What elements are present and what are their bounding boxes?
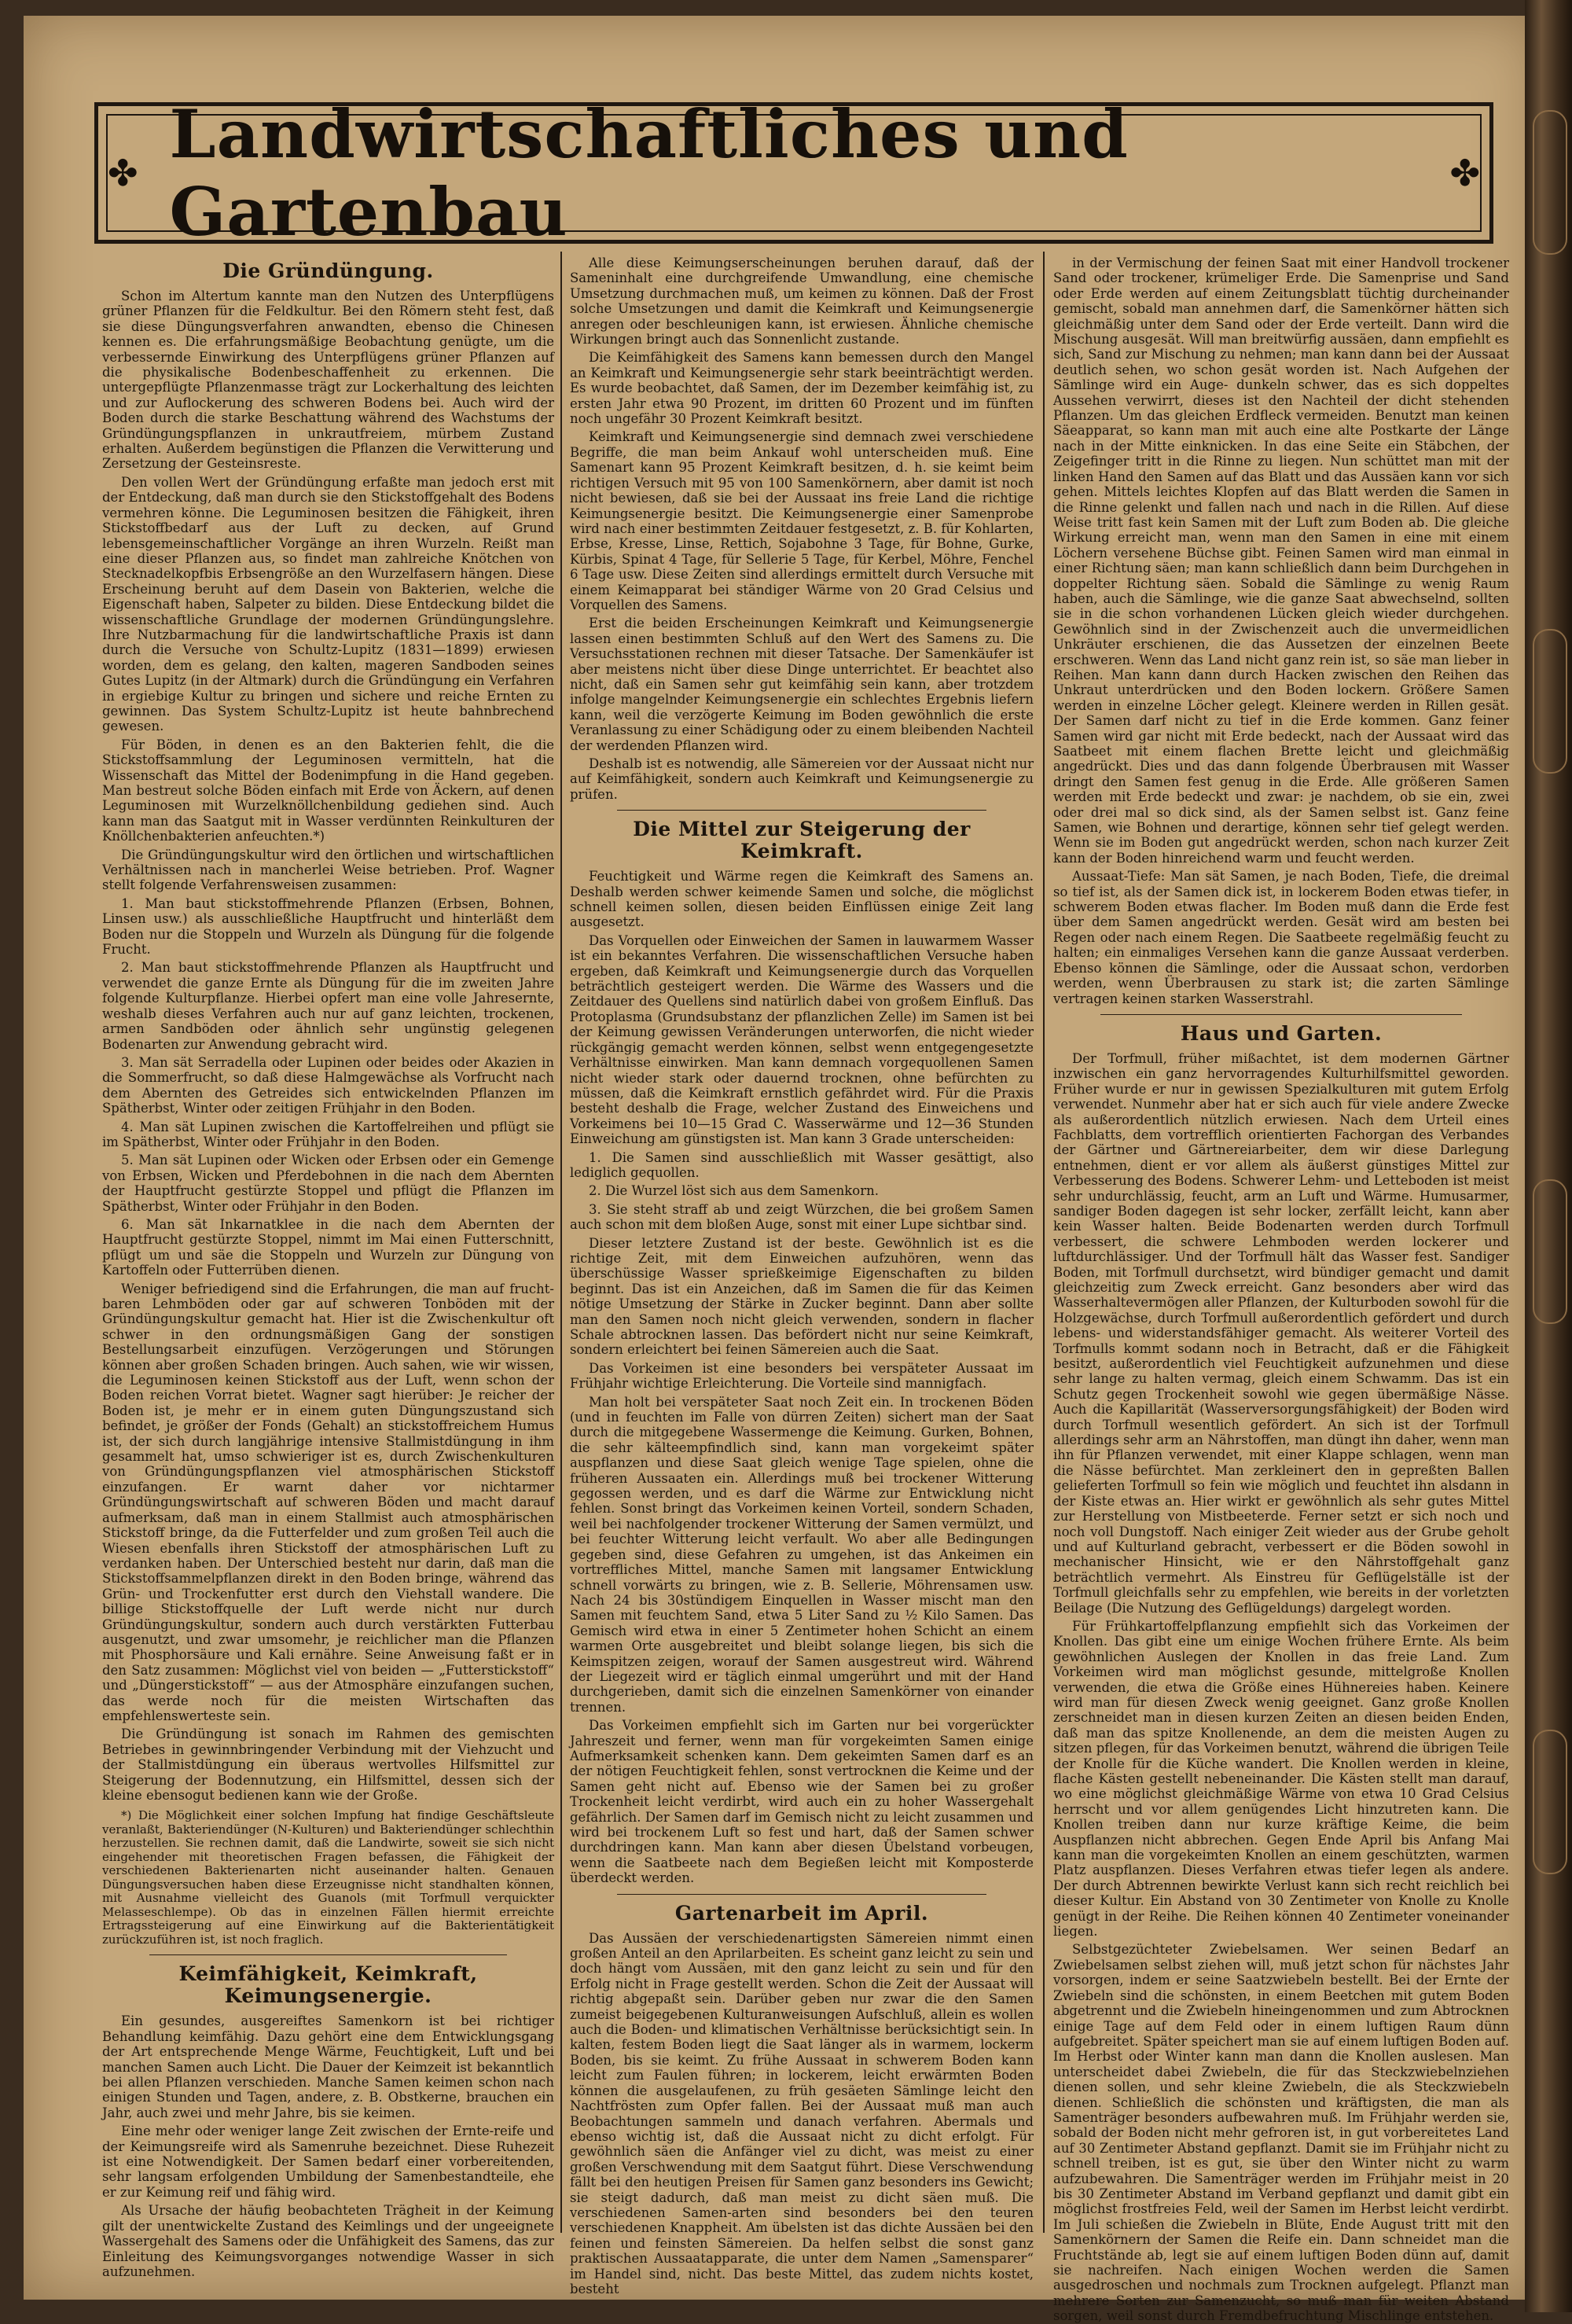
article-heading: Haus und Garten. <box>1180 1021 1383 1045</box>
paragraph: Die Gründüngungskultur wird den örtlichen und wirtschaftlichen Verhältnissen nach in mancherlei Weise betrieben. Prof. Wagner stellt folgende Verfahrensweisen zusammen: <box>102 847 554 893</box>
paragraph: Die Keimfähigkeit des Samens kann bemessen durch den Mangel an Keimkraft und Keimungsenergie sehr stark beeinträchtigt werden. Es wurde beobachtet, daß Samen, der im Dezember keimfähig ist, zu ersten Jahr etwa 90 Prozent, im dritten 60 Prozent und im fünften noch ungefähr 30 Prozent Keimkraft besitzt. <box>570 350 1034 427</box>
article-body <box>102 289 554 1947</box>
article-body <box>570 869 1034 1885</box>
masthead <box>94 95 1493 251</box>
article-body <box>1053 1051 1509 2324</box>
paragraph: Dieser letztere Zustand ist der beste. Gewöhnlich ist es die richtige Zeit, mit dem Einweichen aufzuhören, wenn das überschüssige Wasser sprießkeimige Eigenschaften zu bilden beginnt. Das ist ein Anzeichen, daß im Samen die für das Keimen nötige Umsetzung der Stärke in Zucker beginnt. Dann aber sollte man den Samen noch nicht gleich verwenden, sondern in flacher Schale abtrocknen lassen. Das befördert nicht nur seine Keimkraft, sondern erleichtert bei feinen Sämereien auch die Saat. <box>570 1235 1034 1358</box>
section-divider <box>1100 1014 1462 1015</box>
paragraph: Eine mehr oder weniger lange Zeit zwischen der Ernte-reife und der Keimungsreife wird als Samenruhe bezeichnet. Diese Ruhezeit ist eine Notwendigkeit. Der Samen bedarf einer vorbereitenden, sehr langsam erfolgenden Umbildung der Samenbestandteile, ehe er zur Keimung reif und fähig wird. <box>102 2124 554 2200</box>
article-body <box>1053 256 1509 1006</box>
flower-ornament-icon: ✤ <box>108 152 138 194</box>
binding-ornament <box>1533 1179 1567 1324</box>
article-heading: Gartenarbeit im April. <box>674 1901 929 1925</box>
paragraph: Das Vorkeimen ist eine besonders bei verspäteter Aussaat im Frühjahr wichtige Erleichterung. Die Vorteile sind mannigfach. <box>570 1360 1034 1392</box>
book-binding <box>1525 0 1572 2312</box>
paragraph: Keimkraft und Keimungsenergie sind demnach zwei verschiedene Begriffe, die man beim Ankauf wohl unterscheiden muß. Eine Samenart kann 95 Prozent Keimkraft besitzen, d. h. sie keimt beim richtigen Versuch mit 95 von 100 Samenkörnern, aber damit ist noch nicht bewiesen, daß sie bei der Aussaat ins freie Land die richtige Keimungsenergie besitzt. Die Keimungsenergie einer Samenprobe wird nach einer bestimmten Zeitdauer festgesetzt, z. B. für Kohlarten, Erbse, Kresse, Linse, Rettich, Sojabohne 3 Tage, für Bohne, Gurke, Kürbis, Spinat 4 Tage, für Sellerie 5 Tage, für Kerbel, Möhre, Fenchel 6 Tage usw. Diese Zeiten sind allerdings ermittelt durch Versuche mit einem Keimapparat bei ständiger Wärme von 20 Grad Celsius und Vorquellen des Samens. <box>570 429 1034 612</box>
paragraph: Das Vorkeimen empfiehlt sich im Garten nur bei vorgerückter Jahreszeit und ferner, wenn man für vorgekeimten Samen einige Aufmerksamkeit schenken kann. Dem gekeimten Samen darf es an der nötigen Feuchtigkeit fehlen, sonst vertrocknen die Keime und der Samen geht nicht auf. Ebenso wie der Samen bei zu großer Trockenheit leicht verdirbt, wird auch ein zu hoher Wassergehalt gefährlich. Der Samen darf im Gemisch nicht zu leicht zusammen und wird bei trockenem Luft so fest und hart, daß der Samen schwer durchdringen kann. Man kann aber diesen Übelstand vorbeugen, wenn die Saatbeete nach dem Begießen leicht mit Komposterde überdeckt werden. <box>570 1718 1034 1886</box>
article-body <box>102 2013 554 2279</box>
column-1 <box>102 256 554 2279</box>
paragraph: Die Gründüngung ist sonach im Rahmen des gemischten Betriebes in gewinnbringender Verbindung mit der Viehzucht und der Stallmistdüngung ein überaus wertvolles Hilfsmittel zur Steigerung der Bodennutzung, ein Hilfsmittel, dessen sich der kleine ebensogut bedienen kann wie der Große. <box>102 1726 554 1803</box>
list-item: 6. Man sät Inkarnatklee in die nach dem Abernten der Hauptfrucht gestürzte Stoppel, nimmt im Mai einen Futterschnitt, pflügt um und säe die Stoppeln und Wurzeln zur Düngung von Kartoffeln oder Futterrüben dienen. <box>102 1216 554 1278</box>
article-body <box>570 256 1034 802</box>
paragraph: Für Frühkartoffelpflanzung empfiehlt sich das Vorkeimen der Knollen. Das gibt eine um einige Wochen frühere Ernte. Als beim gewöhnlichen Auslegen der Knollen in das freie Land. Zum Vorkeimen wird man möglichst gesunde, mittelgroße Knollen verwenden, die etwa die Größe eines Hühnereies haben. Keinere wird man für diesen Zweck wenig geeignet. Ganz große Knollen zerschneidet man in diesen kurzen Zeiten an diesen beiden Enden, daß man das spitze Knollenende, an dem die meisten Augen zu sitzen pflegen, für das Vorkeimen benutzt, während die übrigen Teile der Knolle für die Küche wandert. Die Knollen werden in kleine, flache Kästen gestellt nebeneinander. Die Kästen stellt man darauf, wo eine möglichst gleichmäßige Wärme von etwa 10 Grad Celsius herrscht und vor allem genügendes Licht hinzutreten kann. Die Knollen treiben dann nur kurze kräftige Keime, die beim Auspflanzen nicht abbrechen. Gegen Ende April bis Anfang Mai kann man die vorgekeimten Knollen an einem geschützten, warmen Platz auspflanzen. Dieses Verfahren etwas tiefer legen als andere. Der durch Abtrennen bewirkte Verlust kann sich recht reichlich bei dieser Kultur. Ein Abstand von 30 Zentimeter von Knolle zu Knolle genügt in der Reihe. Die Reihen können 40 Zentimeter voneinander liegen. <box>1053 1618 1509 1940</box>
paragraph: Den vollen Wert der Gründüngung erfaßte man jedoch erst mit der Entdeckung, daß man durch sie den Stickstoffgehalt des Bodens vermehren könne. Die Leguminosen besitzen die Fähigkeit, ihren Stickstoffbedarf aus der Luft zu decken, auf Grund lebensgemeinschaftlicher Vorgänge an ihren Wurzeln. Reißt man eine dieser Pflanzen aus, so findet man zahlreiche Knötchen von Stecknadelkopfbis Erbsengröße an den Wurzelfasern hängen. Diese Erscheinung beruht auf dem Dasein von Bakterien, welche die Eigenschaft haben, Salpeter zu bilden. Diese Entdeckung bildet die wissenschaftliche Grundlage der modernen Gründüngungslehre. Ihre Nutzbarmachung für die landwirtschaftliche Praxis ist dann durch die Versuche von Schultz-Lupitz (1831—1899) erwiesen worden, dem es gelang, den kalten, mageren Sandboden seines Gutes Lupitz (in der Altmark) durch die Gründüngung ein Verfahren in ergiebige Kultur zu bringen und sichere und reiche Ernten zu gewinnen. Das System Schultz-Lupitz ist heute bahnbrechend gewesen. <box>102 474 554 734</box>
footnote: *) Die Möglichkeit einer solchen Impfung hat findige Geschäftsleute veranlaßt, Bakteriendünger (N-Kulturen) und Bakteriendünger schlechthin herzustellen. Sie rechnen damit, daß die Landwirte, soweit sie sich nicht eingehender mit theoretischen Fragen befassen, die Fähigkeit der verschiedenen Bakterienarten nicht auseinander halten. Genauen Düngungsversuchen haben diese Erzeugnisse nicht standhalten können, mit Ausnahme vielleicht des Guanols (mit Torfmull verquickter Melasseschlempe). Ob das in einzelnen Fällen hiermit erreichte Ertragssteigerung auf eine Einwirkung auf die Bakterientätigkeit zurückzuführen ist, ist noch fraglich. <box>102 1808 554 1947</box>
paragraph: Für Böden, in denen es an den Bakterien fehlt, die die Stickstoffsammlung der Leguminosen vermitteln, hat die Wissenschaft das Mittel der Bodenimpfung in die Hand gegeben. Man bestreut solche Böden einfach mit Erde von Äckern, auf denen Leguminosen mit Wurzelknöllchenbildung gediehen sind. Auch kann man das Saatgut mit in Wasser verdünnten Reinkulturen der Knöllchenbakterien anfeuchten.*) <box>102 737 554 844</box>
section-divider <box>617 1894 986 1895</box>
column-3 <box>1053 256 1509 2324</box>
paragraph: Der Torfmull, früher mißachtet, ist dem modernen Gärtner inzwischen ein ganz hervorragendes Kulturhilfsmittel geworden. Früher wurde er nur in gewissen Spezialkulturen mit gutem Erfolg verwendet. Nunmehr aber hat er sich auch für viele andere Zwecke als außerordentlich nützlich erwiesen. Nach dem Urteil eines Fachblatts, dem vortrefflich orientierten Fachorgan des Verbandes der Gärtner und Gärtnereiarbeiter, dem wir diese Darlegung entnehmen, dient er vor allem als äußerst günstiges Mittel zur Verbesserung des Bodens. Schwerer Lehm- und Letteboden ist meist sehr undurchlässig, feucht, arm an Luft und Wärme. Humusarmer, sandiger Boden dagegen ist sehr locker, zerfällt leicht, kann aber kein Wasser halten. Beide Bodenarten werden durch Torfmull verbessert, die schwere Lehmboden werden lockerer und luftdurchlässiger. Und der Torfmull hält das Wasser fest. Sandiger Boden, mit Torfmull durchsetzt, wird bündiger gemacht und damit gleichzeitig zum Zweck erreicht. Ganz besonders aber wird das Wasserhaltevermögen aller Pflanzen, der Kulturboden sowohl für die Holzgewächse, durch Torfmull außerordentlich gefördert und durch lebens- und widerstandsfähiger gemacht. Als weiterer Vorteil des Torfmulls kommt sodann noch in Betracht, daß er die Fähigkeit besitzt, außerordentlich viel Feuchtigkeit aufzunehmen und diese sehr lange zu halten vermag, gleich einem Schwamm. Das ist ein Schutz gegen Trockenheit sowohl wie gegen übermäßige Nässe. Auch die Kapillarität (Wasserversorgungsfähigkeit) der Boden wird durch Torfmull wesentlich gefördert. An sich ist der Torfmull allerdings sehr arm an Nährstoffen, man düngt ihn daher, wenn man ihn für Pflanzen verwendet, mit einer Klappe schlagen, wenn man die Nässe befürchtet. Man zerkleinert den in gepreßten Ballen gelieferten Torfmull so fein wie möglich und feuchtet ihn alsdann in der Kiste etwas an. Hier wirkt er gewöhnlich als sehr gutes Mittel zur Herstellung von Mistbeeterde. Ferner setzt er sich noch und noch voll Dungstoff. Nach einiger Zeit wieder aus der Grube geholt und auf Kulturland gebracht, verbessert er die Böden sowohl in mechanischer Hinsicht, wie er den Nährstoffgehalt ganz beträchtlich vermehrt. Als Einstreu für Geflügelställe ist der Torfmull gleichfalls sehr zu empfehlen, wie bereits in der vorletzten Beilage (Die Nutzung des Geflügeldungs) dargelegt worden. <box>1053 1050 1509 1616</box>
list-item: 3. Sie steht straff ab und zeigt Würzchen, die bei großem Samen auch schon mit dem bloßen Auge, sonst mit einer Lupe sichtbar sind. <box>570 1201 1034 1233</box>
paragraph: Als Ursache der häufig beobachteten Trägheit in der Keimung gilt der unentwickelte Zustand des Keimlings und der ungeeignete Wassergehalt des Samens oder die Unfähigkeit des Samens, das zur Einleitung des Keimungsvorganges notwendige Wasser in sich aufzunehmen. <box>102 2203 554 2279</box>
paragraph: Weniger befriedigend sind die Erfahrungen, die man auf frucht- baren Lehmböden oder gar auf schweren Tonböden mit der Gründüngungskultur gemacht hat. Hier ist die Zwischenkultur oft schwer in den ordnungsmäßigen Gang der sonstigen Bestellungsarbeit einzufügen. Verzögerungen und Störungen können aber großen Schaden bringen. Auch sahen, wie wir wissen, die Leguminosen keinen Stickstoff aus der Luft, wenn schon der Boden reichen Vorrat bietet. Wagner sagt hierüber: Je reicher der Boden ist, je mehr er in einem guten Düngungszustand sich befindet, je größer der Fonds (Gehalt) an stickstoffreichem Humus ist, der sich durch langjährige intensive Stallmistdüngung in ihm gesammelt hat, umso schwieriger ist es, durch Zwischenkulturen von Gründüngungspflanzen viel atmosphärischen Stickstoff einzufangen. Er warnt daher vor nichtarmer Gründüngungswirtschaft auf schweren Böden und macht darauf aufmerksam, daß man in einem Stallmist auch atmosphärischen Stickstoff bringe, da die Futterfelder und zum großen Teil auch die Wiesen ebenfalls ihren Stickstoff der atmosphärischen Luft zu verdanken haben. Der Unterschied besteht nur darin, daß man die Stickstoffsammelpflanzen direkt in den Boden bringe, während das Grün- und Trockenfutter erst durch den Viehstall wandere. Die billige Stickstoffquelle der Luft werde nicht nur durch Gründüngungskultur, sondern auch durch verstärkten Futterbau ausgenutzt, und zwar umsomehr, je reichlicher man die Pflanzen mit Phosphorsäure und Kali ernähre. Seine Anweisung faßt er in den Satz zusammen: Möglichst viel von beiden — „Futterstickstoff“ und „Düngerstickstoff“ — aus der Atmosphäre einzufangen suchen, das werde noch für die meisten Wirtschaften das empfehlenswerteste sein. <box>102 1281 554 1723</box>
binding-ornament <box>1533 110 1567 255</box>
paragraph: Erst die beiden Erscheinungen Keimkraft und Keimungsenergie lassen einen bestimmten Schluß auf den Wert des Samens zu. Die Versuchsstationen rechnen mit dieser Tatsache. Der Samenkäufer ist aber meistens nicht über diese Dinge unterrichtet. Er beachtet also nicht, daß ein Samen sehr gut keimfähig sein kann, aber trotzdem infolge mangelnder Keimungsenergie ein schlechtes Ergebnis liefern kann, weil die verzögerte Keimung im Boden gewöhnlich die erste Veranlassung zu einer Schädigung oder zu einem bleibenden Nachteil der werdenden Pflanzen wird. <box>570 616 1034 753</box>
paragraph: Alle diese Keimungserscheinungen beruhen darauf, daß der Sameninhalt eine durchgreifende Umwandlung, eine chemische Umsetzung durchmachen muß, um keimen zu können. Daß der Frost solche Umsetzungen und damit die Keimkraft und Keimungsenergie anregen oder beschleunigen kann, ist erwiesen. Ähnliche chemische Wirkungen bringt auch das Sonnenlicht zustande. <box>570 256 1034 347</box>
section-divider <box>149 1954 507 1955</box>
paragraph: Schon im Altertum kannte man den Nutzen des Unterpflügens grüner Pflanzen für die Feldkultur. Bei den Römern steht fest, daß sie diese Düngungsverfahren anwandten, ebenso die Chinesen kennen es. Die erfahrungsmäßige Beobachtung genügte, um die verbessernde Einwirkung des Unterpflügens grüner Pflanzen auf die physikalische Bodenbeschaffenheit zu erkennen. Die untergepflügte Pflanzenmasse trägt zur Lockerhaltung des leichten und zur Auflockerung des schweren Bodens bei. Auch wird der Boden durch die starke Beschattung während des Wachstums der Gründüngungspflanzen in unkrautfreiem, mürbem Zustand erhalten. Außerdem begünstigen die Pflanzen die Verwitterung und Zersetzung der Gesteinsreste. <box>102 289 554 472</box>
article-heading: Die Gründüngung. <box>222 259 434 282</box>
article-heading: Die Mittel zur Steigerung der Keimkraft. <box>633 818 971 863</box>
flower-ornament-icon: ✤ <box>1449 152 1480 194</box>
list-item: 3. Man sät Serradella oder Lupinen oder beides oder Akazien in die Sommerfrucht, so daß diese Halmgewächse als Vorfrucht nach dem Abernten des Getreides sich entwickelnden Pflanzen im Spätherbst, Winter oder zeitigen Frühjahr in den Boden. <box>102 1054 554 1116</box>
list-item: 2. Die Wurzel löst sich aus dem Samenkorn. <box>589 1183 879 1199</box>
paragraph: Das Vorquellen oder Einweichen der Samen in lauwarmem Wasser ist ein bekanntes Verfahren. Die wissenschaftlichen Versuche haben ergeben, daß Keimkraft und Keimungsenergie durch das Vorquellen beträchtlich gesteigert werden. Die Wärme des Wassers und die Zeitdauer des Quellens sind natürlich dabei von großem Einfluß. Das Protoplasma (Grundsubstanz der pflanzlichen Zelle) im Samen ist bei der Keimung gewissen Veränderungen unterworfen, die nicht wieder rückgängig gemacht werden können, selbst wenn entgegengesetzte Verhältnisse einwirken. Man kann demnach vorgequollenen Samen nicht wieder stark oder dauernd trocknen, ohne befürchten zu müssen, daß die Keimkraft ernstlich gefährdet wird. Für die Praxis besteht deshalb die Frage, welcher Zustand des Einweichens und Vorkeimens bei 10—15 Grad C. Wasserwärme und 12—36 Stunden Einweichung am günstigsten ist. Man kann 3 Grade unterscheiden: <box>570 932 1034 1147</box>
list-item: 1. Man baut stickstoffmehrende Pflanzen (Erbsen, Bohnen, Linsen usw.) als ausschließliche Hauptfrucht und hinterläßt dem Boden nur die Stoppeln und Wurzeln als Düngung für die folgende Frucht. <box>102 895 554 958</box>
binding-ornament <box>1533 629 1567 774</box>
binding-ornament <box>1533 1730 1567 1874</box>
article-body <box>570 1931 1034 2297</box>
column-divider <box>560 252 562 2233</box>
paragraph: Selbstgezüchteter Zwiebelsamen. Wer seinen Bedarf an Zwiebelsamen selbst ziehen will, muß jetzt schon für nächstes Jahr vorsorgen, indem er seine Saatzwiebeln bestellt. Bei der Ernte der Zwiebeln sind die schönsten, in einem Beetchen mit gutem Boden abgetrennt und die Zwiebeln hineingenommen und zum Abtrocknen einige Tage auf dem Feld oder in einem luftigen Raum dünn aufgebreitet. Später speichert man sie auf einem luftigen Boden auf. Im Herbst oder Winter kann man dann die Knollen auslesen. Man unterscheidet dabei Zwiebeln, die für das Steckzwiebelnziehen dienen sollen, und sehr kleine Zwiebeln, die als Steckzwiebeln dienen. Schließlich die schönsten und kräftigsten, die man als Samenträger besonders aufbewahren muß. Im Frühjahr werden sie, sobald der Boden nicht mehr gefroren ist, in gut vorbereitetes Land auf 30 Zentimeter Abstand gepflanzt. Damit sie im Frühjahr nicht zu schnell treiben, ist es gut, sie über den Winter nicht zu warm aufzubewahren. Die Samenträger werden im Frühjahr meist in 20 bis 30 Zentimeter Abstand im Verband gepflanzt und damit gibt ein möglichst frostfreies Feld, weil der Samen im Herbst leicht verdirbt. Im Juli schießen die Zwiebeln in Blüte, Ende August tritt mit den Samenkörnern der Samen die Reife ein. Dann schneidet man die Fruchtstände ab, legt sie auf einem luftigen Boden dünn auf, damit sie nachreifen. Nach einigen Wochen werden die Samen ausgedroschen und nochmals zum Trocknen aufgelegt. Pflanzt man mehrere Sorten zur Samenzucht, so muß man für weiten Abstand sorgen, weil sonst durch Fremdbefruchtung Mischlinge entstehen. <box>1053 1942 1509 2324</box>
list-item: 4. Man sät Lupinen zwischen die Kartoffelreihen und pflügt sie im Spätherbst, Winter oder Frühjahr in den Boden. <box>102 1119 554 1149</box>
paragraph: Feuchtigkeit und Wärme regen die Keimkraft des Samens an. Deshalb werden schwer keimende Samen und solche, die möglichst schnell keimen sollen, diesen beiden Einflüssen einige Zeit lang ausgesetzt. <box>570 869 1034 930</box>
column-divider <box>1043 252 1045 2233</box>
paragraph: Man holt bei verspäteter Saat noch Zeit ein. In trockenen Böden (und in feuchten im Falle von dürren Zeiten) sichert man der Saat durch die mitgegebene Wassermenge die Keimung. Gurken, Bohnen, die sehr kälteempfindlich sind, kann man vorgekeimt später auspflanzen und diese Saat gleich wenige Tage spielen, ohne die früheren Aussaaten ein. Allerdings muß bei trockener Witterung gegossen werden, und es darf die Wärme zur Entwicklung nicht fehlen. Sonst bringt das Vorkeimen keinen Vorteil, sondern Schaden, weil bei nachfolgender trockener Witterung der Samen vermülzt, und bei feuchter Witterung leicht verfault. Wo aber alle Bedingungen gegeben sind, diese Gefahren zu umgehen, ist das Ankeimen ein vortreffliches Mittel, manche Samen mit langsamer Entwicklung schnell vorwärts zu bringen, wie z. B. Sellerie, Möhrensamen usw. Nach 24 bis 30stündigem Einquellen in Wasser mischt man den Samen mit feuchtem Sand, etwa 5 Liter Sand zu ½ Kilo Samen. Das Gemisch wird etwa in einer 5 Zentimeter hohen Schicht an einem warmen Orte ausgebreitet und bleibt solange liegen, bis sich die Keimspitzen zeigen, worauf der Samen ausgestreut wird. Während der Liegezeit wird er täglich einmal umgerührt und mit der Hand durchgerieben, damit sich die einzelnen Samenkörner von einander trennen. <box>570 1394 1034 1715</box>
section-divider <box>617 810 986 811</box>
list-item: 1. Die Samen sind ausschließlich mit Wasser gesättigt, also lediglich gequollen. <box>570 1149 1034 1180</box>
masthead-title: Landwirtschaftliches und Gartenbau <box>169 95 1129 251</box>
paragraph: Aussaat-Tiefe: Man sät Samen, je nach Boden, Tiefe, die dreimal so tief ist, als der Samen dick ist, in lockerem Boden etwas tiefer, in schwerem Boden etwas flacher. Im Boden muß dann die Erde fest über dem Samen angedrückt werden. Gesät wird am besten bei Regen oder nach einem Regen. Die Saatbeete regelmäßig feucht zu halten; ein einmaliges Versehen kann die ganze Aussaat verderben. Ebenso können die Sämlinge, oder die Aussaat schon, verdorben werden, wenn Überbrausen zu stark ist; die zarten Sämlinge vertragen keinen starken Wasserstrahl. <box>1053 869 1509 1006</box>
paragraph: in der Vermischung der feinen Saat mit einer Handvoll trockener Sand oder trockener, krümeliger Erde. Die Samenprise und Sand oder Erde werden auf einem Zeitungsblatt tüchtig durcheinander gemischt, sobald man annehmen darf, die Samenkörner hätten sich gleichmäßig unter dem Sand oder der Erde verteilt. Dann wird die Mischung ausgesät. Will man breitwürfig aussäen, dann empfiehlt es sich, Sand zur Mischung zu nehmen; man kann dann bei der Aussaat deutlich sehen, wo schon gesät worden ist. Nach Aufgehen der Sämlinge wird ein Auge- dunkeln schwer, das es sich doppeltes Aussehen verwirrt, dieses ist den Nachteil der dicht stehenden Pflanzen. Um das gleichen Erdfleck vermeiden. Benutzt man keinen Säeapparat, so kann man mit auch eine alte Postkarte der Länge nach in der Mitte einknicken. In das eine Seite ein Stäbchen, der Zeigefinger tritt in die Rinne zu liegen. Nun schüttet man mit der linken Hand den Samen auf das Blatt und das Aussäen kann vor sich gehen. Mittels leichtes Klopfen auf das Blatt werden die Samen in die Rinne gelenkt und fallen nach und nach in die Rillen. Auf diese Weise tritt fast kein Samen mit der Luft zum Boden ab. Die gleiche Wirkung erreicht man, wenn man den Samen in eine mit einem Löchern versehene Büchse gibt. Feinen Samen wird man einmal in einer Richtung säen; man kann schließlich dann beim Durchgehen in doppelter Richtung säen. Sobald die Sämlinge zu wenig Raum haben, auch die Sämlinge, wie die ganze Saat abwechselnd, sollten sie in die schon vorhandenen Lücken gleich wieder durchgehen. Gewöhnlich sind in der Zwischenzeit auch die unvermeidlichen Unkräuter erschienen, die das Aussetzen der einzelnen Beete erschweren. Wenn das Land nicht ganz rein ist, so säe man lieber in Reihen. Man kann dann durch Hacken zwischen den Reihen das Unkraut unterdrücken und den Boden lockern. Größere Samen werden in einzelne Löcher gelegt. Kleinere werden in Rillen gesät. Der Samen darf nicht zu tief in die Erde kommen. Ganz feiner Samen wird gar nicht mit Erde bedeckt, nach der Aussaat wird das Saatbeet mit einem flachen Brette leicht und gleichmäßig angedrückt. Dies und das dann folgende Überbrausen mit Wasser dringt den Samen fest genug in die Erde. Alle größeren Samen werden mit Erde bedeckt und zwar: je nachdem, ob sie ein, zwei oder drei mal so dick sind, als der Samen selbst ist. Ganz feine Samen, wie Bohnen und derartige, können sehr tief gelegt werden. Wenn sie im Boden gut angedrückt werden, schon nach kurzer Zeit kann der Boden hinreichend warm und feucht werden. <box>1053 256 1509 866</box>
column-2 <box>570 256 1034 2296</box>
article-heading: Keimfähigkeit, Keimkraft, Keimungsenergie. <box>178 1962 478 2008</box>
paragraph: Deshalb ist es notwendig, alle Sämereien vor der Aussaat nicht nur auf Keimfähigkeit, sondern auch Keimkraft und Keimungsenergie zu prüfen. <box>570 756 1034 802</box>
list-item: 5. Man sät Lupinen oder Wicken oder Erbsen oder ein Gemenge von Erbsen, Wicken und Pferdebohnen in die nach dem Abernten der Hauptfrucht gestürzte Stoppel und pflügt die Pflanzen im Spätherbst, Winter oder Frühjahr in den Boden. <box>102 1153 554 1214</box>
paragraph: Das Aussäen der verschiedenartigsten Sämereien nimmt einen großen Anteil an den Aprilarbeiten. Es scheint ganz leicht zu sein und doch hängt vom Aussäen, mit den ganz leicht zu sein und für den Erfolg nicht in Frage gestellt werden. Schon die Zeit der Aussaat will richtig abgepaßt sein. Darüber geben nur zwar die den Samen zumeist beigegebenen Kulturanweisungen Aufschluß, allein es wollen auch die Boden- und klimatischen Verhältnisse berücksichtigt sein. In kalten, festem Boden liegt die Saat länger als in warmem, lockerm Boden, bis sie keimt. Zu frühe Aussaat in schwerem Boden kann leicht zum Faulen führen; in lockerem, leicht erwärmten Boden können die ausgelaufenen, zu früh gesäeten Sämlinge leicht den Nachtfrösten zum Opfer fallen. Bei der Aussaat muß man auch Beobachtungen sammeln und danach verfahren. Abermals und ebenso wichtig ist, daß die Aussaat nicht zu dicht erfolgt. Für gewöhnlich säen die Anfänger viel zu dicht, was meist zu einer großen Verschwendung mit dem Saatgut führt. Diese Verschwendung fällt bei den heutigen Preisen für Samen ganz besonders ins Gewicht; sie steigt dadurch, daß man meist zu dicht säen muß. Die verschiedenen Samen-arten sind besonders bei den teuren verschiedenen Knappheit. Am übelsten ist das dichte Aussäen bei den feinen und feinsten Sämereien. Da helfen selbst die sonst ganz praktischen Aussaatapparate, die unter dem Namen „Samensparer“ im Handel sind, nicht. Das beste Mittel, das zudem nichts kostet, besteht <box>570 1930 1034 2296</box>
paragraph: Ein gesundes, ausgereiftes Samenkorn ist bei richtiger Behandlung keimfähig. Dazu gehört eine dem Entwicklungsgang der Art entsprechende Menge Wärme, Feuchtigkeit, Luft und bei manchen Samen auch Licht. Die Dauer der Keimzeit ist bekanntlich bei allen Pflanzen verschieden. Manche Samen keimen schon nach einigen Stunden und Tagen, andere, z. B. Obstkerne, brauchen ein Jahr, auch zwei und mehr Jahre, bis sie keimen. <box>102 2013 554 2120</box>
list-item: 2. Man baut stickstoffmehrende Pflanzen als Hauptfrucht und verwendet die ganze Ernte als Düngung für die im zweiten Jahre folgende Kulturpflanze. Hierbei opfert man eine volle Jahresernte, weshalb dieses Verfahren auch nur auf ganz leichten, trockenen, armen Sandböden oder ähnlich sehr ungünstig gelegenen Bodenarten zur Anwendung gebracht wird. <box>102 960 554 1052</box>
